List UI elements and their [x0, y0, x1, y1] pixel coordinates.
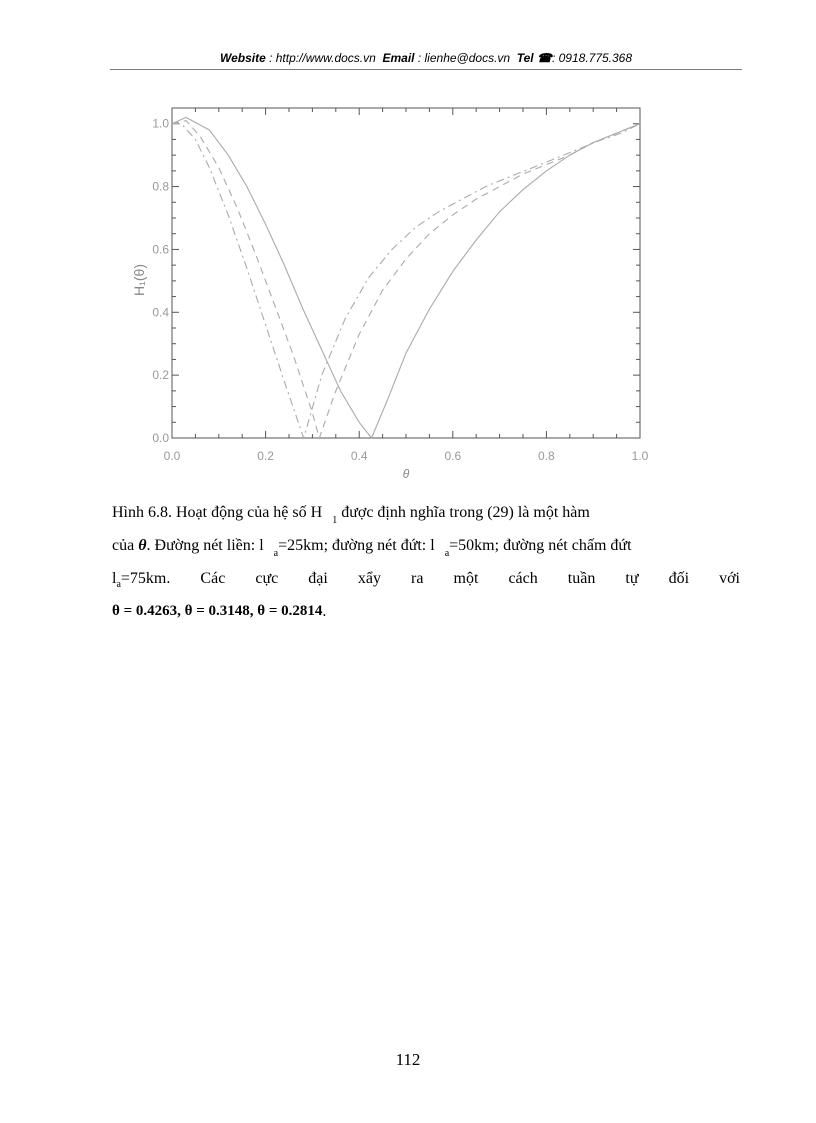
tel-label: Tel: [516, 51, 534, 65]
caption-word: Các: [200, 570, 226, 587]
caption-word: tự: [625, 570, 639, 587]
tel-value: : 0918.775.368: [551, 51, 633, 65]
website-url[interactable]: : http://www.docs.vn: [269, 51, 376, 65]
caption-line-3: [112, 563, 740, 596]
x-tick-label: 1.0: [631, 449, 649, 463]
x-tick-label: 0.6: [444, 449, 462, 463]
page-header: [110, 51, 742, 65]
y-axis-label: H₁(θ): [131, 264, 147, 296]
x-tick-label: 0.2: [257, 449, 274, 463]
y-tick-label: 0.4: [152, 305, 169, 320]
caption-word: xẩy: [357, 570, 381, 587]
caption-text-2b: . Đường nét liền: l: [146, 537, 264, 554]
caption-word: ra: [411, 570, 424, 587]
equation: θ = 0.4263, θ = 0.3148, θ = 0.2814: [112, 603, 323, 619]
caption-word: một: [453, 570, 479, 587]
y-tick-label: 0.0: [152, 431, 169, 445]
plot-frame: [172, 108, 640, 438]
figure-caption: [112, 497, 740, 627]
x-axis-label: θ: [402, 467, 410, 481]
x-tick-label: 0.8: [538, 449, 555, 463]
page-number: 112: [395, 1050, 421, 1069]
series-line-la-75km: [172, 124, 640, 438]
y-tick-label: 0.2: [152, 368, 169, 383]
caption-sub-2a: a: [273, 548, 279, 559]
caption-word: tuần: [567, 570, 596, 587]
header-divider: [110, 69, 742, 70]
caption-word: đại: [308, 570, 328, 587]
caption-text-1b: được định nghĩa trong (29) là một hàm: [341, 504, 590, 521]
website-label: Website: [219, 51, 266, 65]
caption-line-2: [112, 530, 740, 563]
email-value[interactable]: : lienhe@docs.vn: [417, 51, 511, 65]
y-tick-label: 1.0: [152, 116, 169, 131]
x-tick-label: 0.4: [350, 449, 368, 463]
x-tick-label: 0.0: [163, 449, 181, 463]
caption-text-1a: Hình 6.8. Hoạt động của hệ số H: [112, 504, 323, 521]
caption-line-1: [112, 497, 740, 530]
caption-text-2a: của: [112, 537, 135, 554]
caption-sub-1: 1: [332, 515, 338, 526]
series-line-la-50km: [172, 121, 640, 438]
email-label: Email: [382, 51, 415, 65]
caption-text-2c: =25km; đường nét đứt: l: [278, 537, 435, 554]
phone-icon: ☎: [537, 51, 552, 65]
caption-line-4: θ = 0.4263, θ = 0.3148, θ = 0.2814 .: [112, 596, 740, 627]
caption-text-2d: =50km; đường nét chấm đứt: [449, 537, 632, 554]
h1-theta-chart: [130, 100, 660, 490]
y-tick-label: 0.8: [152, 179, 169, 194]
caption-sub-2b: a: [444, 548, 450, 559]
theta-symbol: θ: [138, 537, 147, 554]
caption-word: $l_a=75km$.: [112, 570, 171, 590]
caption-word: cách: [508, 570, 538, 587]
y-tick-label: 0.6: [152, 242, 169, 257]
caption-word: cực: [255, 570, 279, 587]
caption-word: đối: [668, 570, 690, 587]
caption-word: với: [719, 570, 740, 587]
series-line-la-25km: [172, 117, 640, 438]
